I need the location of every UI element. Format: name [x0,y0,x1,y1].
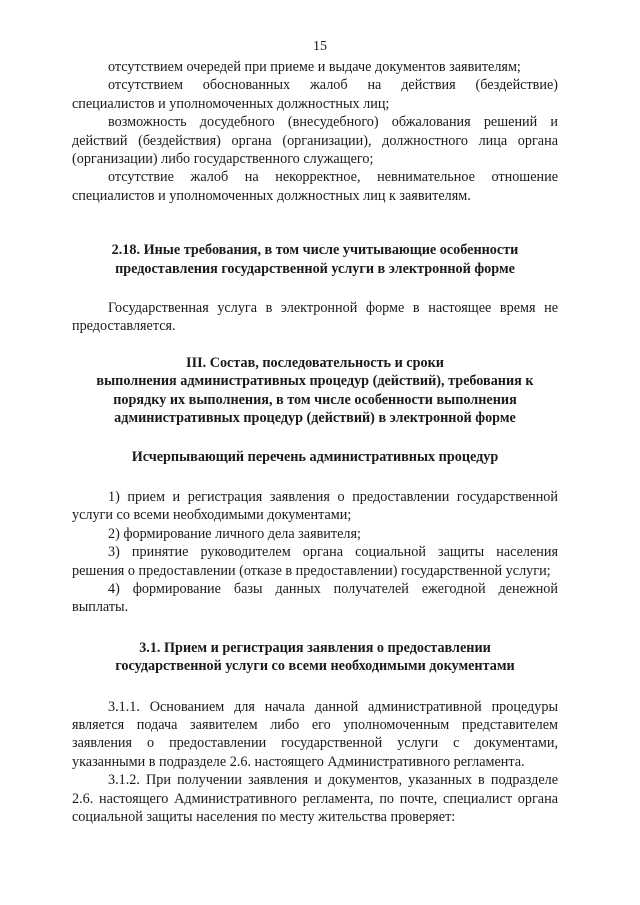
heading-line: III. Состав, последовательность и сроки [186,354,444,371]
procedure-item: 1) прием и регистрация заявления о предоставлении государственной услуги со всеми необходимыми документами; [72,488,558,524]
procedure-item: 4) формирование базы данных получателей ежегодной денежной выплаты. [72,580,558,616]
paragraph-3-1-1: 3.1.1. Основанием для начала данной административной процедуры является подача заявителем либо его уполномоченным представителем заявления о предоставлении государственной услуги с документами, указанными в подразделе 2.6. настоящего Административного регламента. [72,698,558,770]
procedure-item: 3) принятие руководителем органа социальной защиты населения решения о предоставлении (отказе в предоставлении) государственной услуги; [72,544,558,579]
heading-line: 2.18. Иные требования, в том числе учитывающие особенности [111,242,519,259]
list-item: отсутствие жалоб на некорректное, невнимательное отношение специалистов и уполномоченных должностных лиц к заявителям. [72,169,558,204]
paragraph: Государственная услуга в электронной форме в настоящее время не предоставляется. [72,300,558,335]
heading-line: административных процедур (действий) в электронной форме [114,410,516,427]
heading-line: порядку их выполнения, в том числе особенности выполнения [113,391,517,408]
heading-line: предоставления государственной услуги в электронной форме [115,260,515,277]
paragraph-3-1-2: 3.1.2. При получении заявления и документов, указанных в подразделе 2.6. настоящего Административного регламента, по почте, специалист органа социальной защиты населения по месту жительства проверяет: [72,772,558,825]
procedure-item: 2) формирование личного дела заявителя; [108,525,361,542]
procedures-heading: Исчерпывающий перечень административных процедур [131,448,499,465]
page-number: 15 [313,39,327,54]
section-heading-iii [72,354,558,428]
list-item: отсутствием обоснованных жалоб на действия (бездействие) специалистов и уполномоченных должностных лиц; [72,77,558,112]
heading-line: 3.1. Прием и регистрация заявления о предоставлении [139,639,491,656]
page-content [72,58,558,826]
heading-line: государственной услуги со всеми необходимыми документами [115,658,515,675]
heading-line: выполнения административных процедур (действий), требования к [96,373,534,390]
list-item: отсутствием очередей при приеме и выдаче документов заявителям; [108,59,521,75]
list-item: возможность досудебного (внесудебного) обжалования решений и действий (бездействия) органа (организации), должностного лица органа (организации) либо государственного служащего; [72,114,558,168]
section-heading-2-18 [72,241,558,278]
section-heading-3-1 [72,639,558,676]
